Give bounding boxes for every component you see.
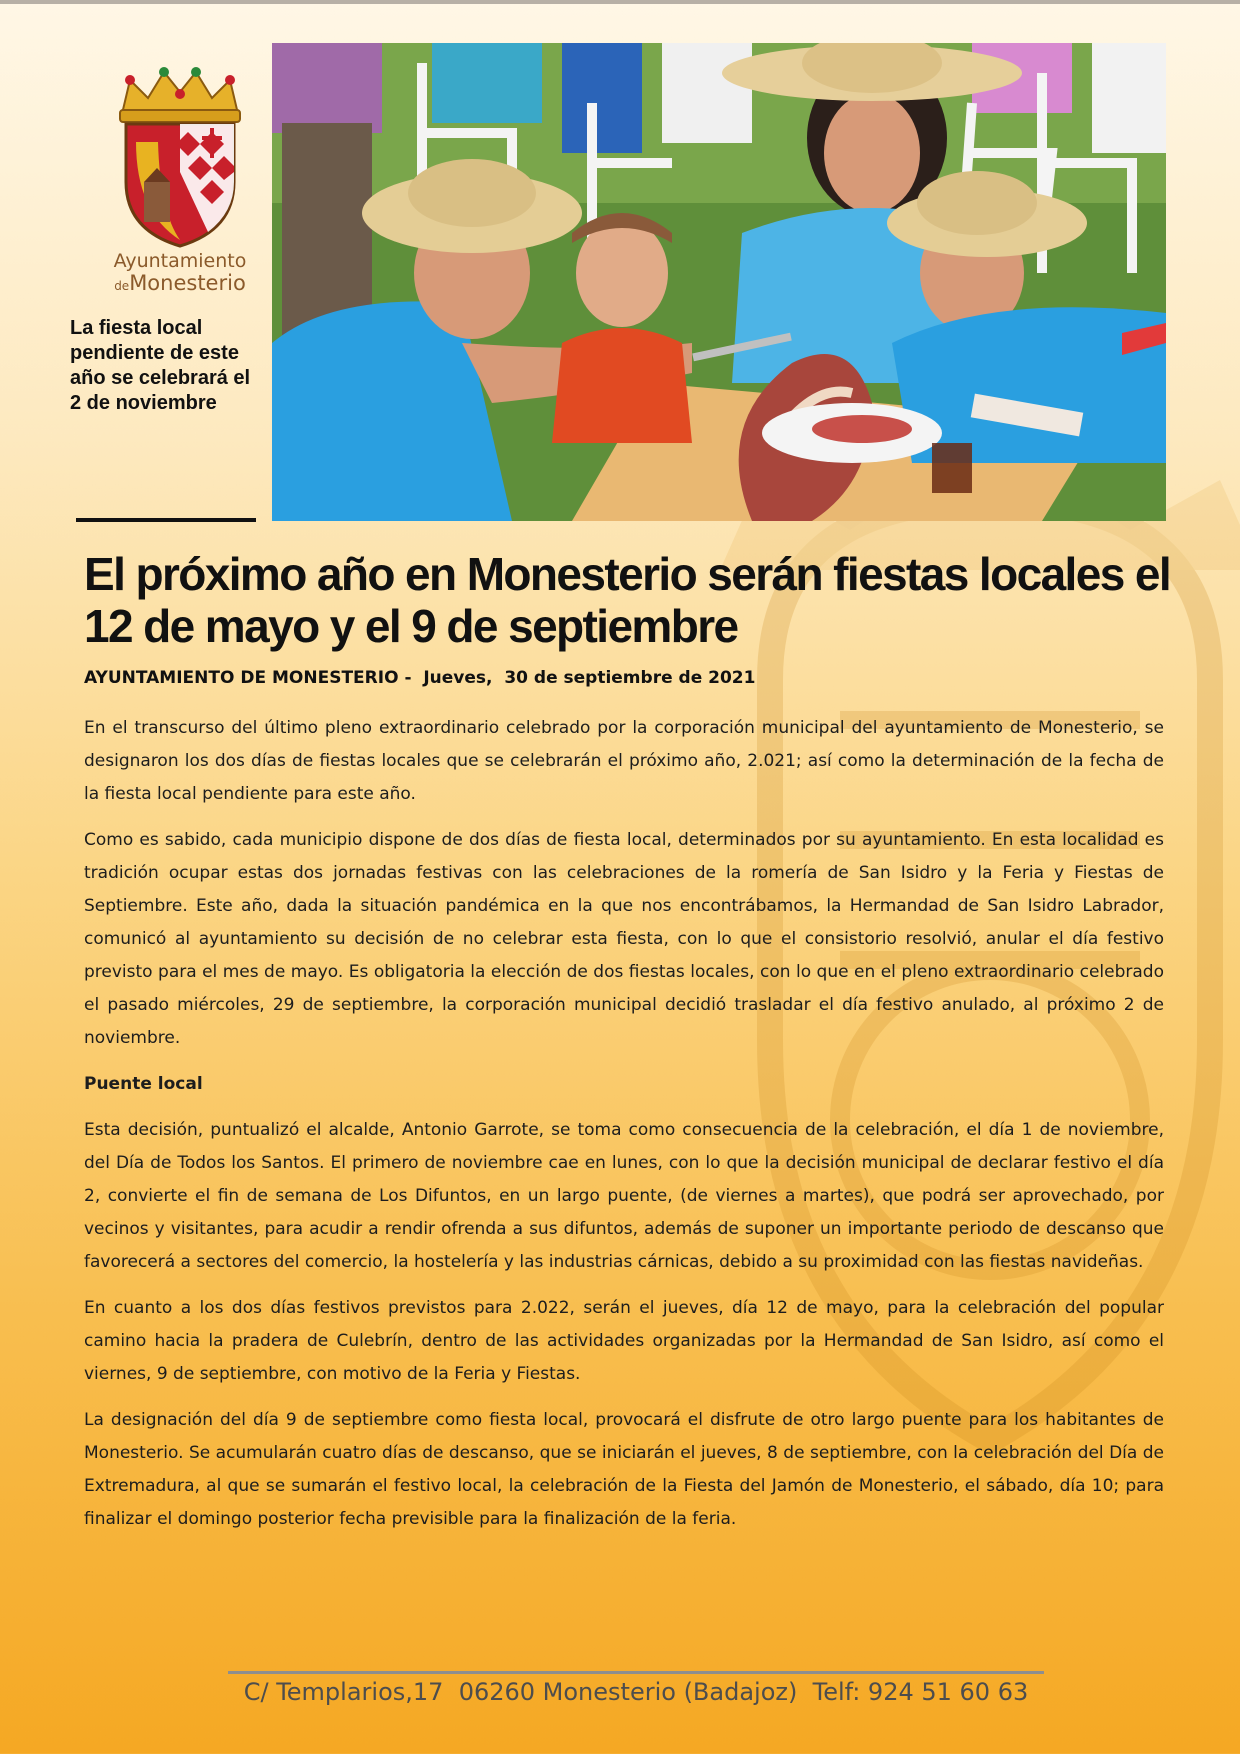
footer-address: C/ Templarios,17 06260 Monesterio (Badajoz) Telf: 924 51 60 63 [243,1678,1029,1706]
municipal-logo [100,62,260,302]
article-headline: El próximo año en Monesterio serán fiestas locales el 12 de mayo y el 9 de septiembre [84,548,1171,652]
article-paragraph: En cuanto a los dos días festivos previstos para 2.022, serán el jueves, día 12 de mayo, para la celebración del popular camino hacia la pradera de Culebrín, dentro de las actividades organizadas por la Hermandad de San Isidro, así como el viernes, 9 de septiembre, con motivo de la Feria y Fiestas. [84,1298,1164,1384]
article-byline: AYUNTAMIENTO DE MONESTERIO - Jueves, 30 de septiembre de 2021 [84,668,756,688]
monesterio-coat-of-arms-icon [100,62,260,252]
festival-photo-illustration [272,43,1166,521]
logo-town-name: Monesterio [129,271,246,295]
article-paragraph: Esta decisión, puntualizó el alcalde, Antonio Garrote, se toma como consecuencia de la celebración, el día 1 de noviembre, del Día de Todos los Santos. El primero de noviembre cae en lunes, con lo que la decisión municipal de declarar festivo el día 2, convierte el fin de semana de Los Difuntos, en un largo puente, (de viernes a martes), que podrá ser aprovechado, por vecinos y visitantes, para acudir a rendir ofrenda a sus difuntos, además de suponer un importante periodo de descanso que favorecerá a sectores del comercio, la hostelería y las industrias cárnicas, debido a su proximidad con las fiestas navideñas. [84,1120,1164,1272]
article-paragraph: Como es sabido, cada municipio dispone de dos días de fiesta local, determinados por su ayuntamiento. En esta localidad es tradición ocupar estas dos jornadas festivas con las celebraciones de la romería de San Isidro y la Feria y Fiestas de Septiembre. Este año, dada la situación pandémica en la que nos encontrábamos, la Hermandad de San Isidro Labrador, comunicó al ayuntamiento su decisión de no celebrar esta fiesta, con lo que el consistorio resolvió, anular el día festivo previsto para el mes de mayo. Es obligatoria la elección de dos fiestas locales, con lo que en el pleno extraordinario celebrado el pasado miércoles, 29 de septiembre, la corporación municipal decidió trasladar el día festivo anulado, al próximo 2 de noviembre. [84,830,1164,1048]
page-top-border [0,0,1240,4]
article-subheading: Puente local [84,1074,203,1094]
footer-divider [228,1671,1044,1674]
logo-line-ayuntamiento: Ayuntamiento [113,250,247,272]
sidebar-note: La fiesta local pendiente de este año se celebrará el 2 de noviembre [70,317,251,414]
logo-prefix: de [114,279,130,293]
article-paragraph: En el transcurso del último pleno extraordinario celebrado por la corporación municipal del ayuntamiento de Monesterio, se designaron los dos días de fiestas locales que se celebrarán el próximo año, 2.021; así como la determinación de la fecha de la fiesta local pendiente para este año. [84,718,1164,804]
sidebar-divider [76,518,256,522]
logo-line-monesterio [100,273,260,294]
festival-photo [272,43,1166,521]
article-body [84,712,1164,1549]
article-paragraph: La designación del día 9 de septiembre como fiesta local, provocará el disfrute de otro largo puente para los habitantes de Monesterio. Se acumularán cuatro días de descanso, que se iniciarán el jueves, 8 de septiembre, con la celebración del Día de Extremadura, al que se sumarán el festivo local, la celebración de la Fiesta del Jamón de Monesterio, el sábado, día 10; para finalizar el domingo posterior fecha previsible para la finalización de la feria. [84,1410,1164,1529]
